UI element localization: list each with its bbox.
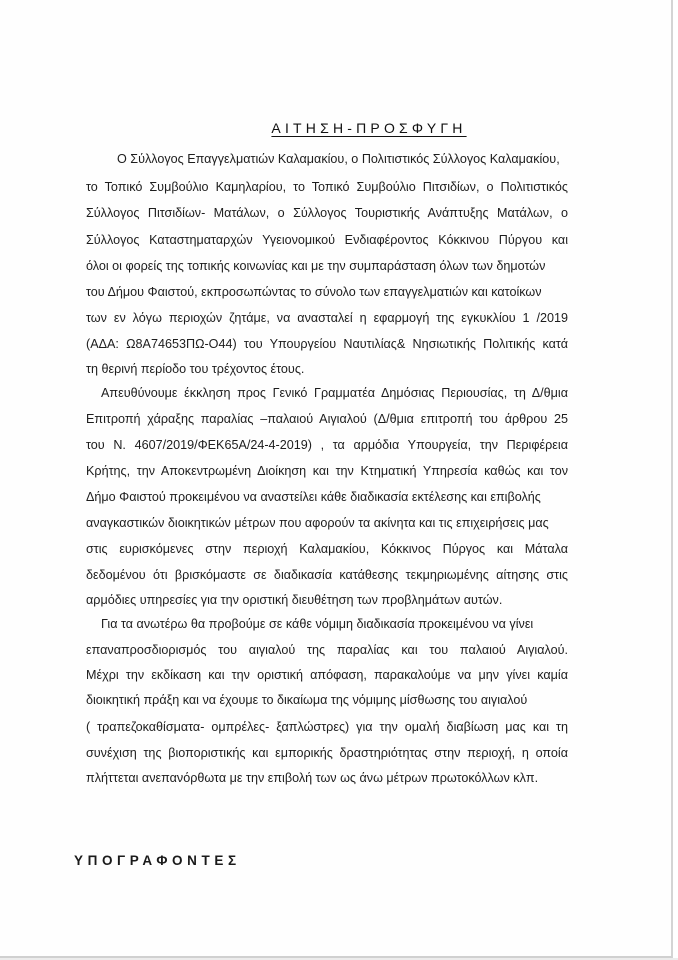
paragraph-1-line-9: τη θερινή περίοδο του τρέχοντος έτους. xyxy=(86,362,305,376)
paragraph-2-line-2: Επιτροπή χάραξης παραλίας –παλαιού Αιγιαλού (Δ/θμια επιτροπή του άρθρου 25 xyxy=(86,412,568,426)
paragraph-3-line-1: Για τα ανωτέρω θα προβούμε σε κάθε νόμιμη διαδικασία προκειμένου να γίνει xyxy=(101,617,534,631)
paragraph-1-line-1: Ο Σύλλογος Επαγγελματιών Καλαμακίου, ο Πολιτιστικός Σύλλογος Καλαμακίου, xyxy=(117,152,560,166)
paragraph-3-line-4: διοικητική πράξη και να έχουμε το δικαίωμα της νόμιμης μίσθωσης του αιγιαλού xyxy=(86,693,528,707)
paragraph-3-line-6: συνέχιση της βιοποριστικής και εμπορικής δραστηριότητας στην περιοχή, η οποία xyxy=(86,746,568,760)
paragraph-3-line-5: ( τραπεζοκαθίσματα- ομπρέλες- ξαπλώστρες) για την ομαλή διαβίωση μας και τη xyxy=(86,720,568,734)
paragraph-1-line-6: του Δήμου Φαιστού, εκπροσωπώντας το σύνολο των επαγγελματιών και κατοίκων xyxy=(86,285,542,299)
paragraph-2-line-9: αρμόδιες υπηρεσίες για την οριστική διευθέτηση των προβλημάτων αυτών. xyxy=(86,593,503,607)
paragraph-1-line-8: (ΑΔΑ: Ω8Α74653ΠΩ-Ο44) του Υπουργείου Ναυτιλίας& Νησιωτικής Πολιτικής κατά xyxy=(86,337,568,351)
paragraph-2-line-4: Κρήτης, την Αποκεντρωμένη Διοίκηση και την Κτηματική Υπηρεσία καθώς και τον xyxy=(86,464,568,478)
paragraph-3-line-7: πλήττεται ανεπανόρθωτα με την επιβολή των ως άνω μέτρων πρωτοκόλλων κλπ. xyxy=(86,771,539,785)
paragraph-3-line-3: Μέχρι την εκδίκαση και την οριστική απόφαση, παρακαλούμε να μην γίνει καμία xyxy=(86,668,568,682)
paragraph-2-line-7: στις ευρισκόμενες στην περιοχή Καλαμακίου, Κόκκινος Πύργος και Μάταλα xyxy=(86,542,568,556)
paragraph-2-line-3: του Ν. 4607/2019/ΦΕΚ65Α/24-4-2019) , τα αρμόδια Υπουργεία, την Περιφέρεια xyxy=(86,438,568,452)
paragraph-3-line-2: επαναπροσδιορισμός του αιγιαλού της παραλίας και του παλαιού Αιγιαλού. xyxy=(86,643,568,657)
signers-heading: ΥΠΟΓΡΑΦΟΝΤΕΣ xyxy=(74,853,241,868)
paragraph-1-line-7: των εν λόγω περιοχών ζητάμε, να ανασταλεί η εφαρμογή της εγκυκλίου 1 /2019 xyxy=(86,311,568,325)
paragraph-1-line-2: το Τοπικό Συμβούλιο Καμηλαρίου, το Τοπικό Συμβούλιο Πιτσιδίων, ο Πολιτιστικός xyxy=(86,180,568,194)
paragraph-1-line-4: Σύλλογος Καταστηματαρχών Υγειονομικού Ενδιαφέροντος Κόκκινου Πύργου και xyxy=(86,233,568,247)
paragraph-2-line-5: Δήμο Φαιστού προκειμένου να αναστείλει κάθε διαδικασία εκτέλεσης και επιβολής xyxy=(86,490,541,504)
paragraph-2-line-1: Απευθύνουμε έκκληση προς Γενικό Γραμματέα Δημόσιας Περιουσίας, τη Δ/θμια xyxy=(101,386,568,400)
paragraph-2-line-6: αναγκαστικών διοικητικών μέτρων που αφορούν τα ακίνητα και τις επιχειρήσεις μας xyxy=(86,516,549,530)
paragraph-1-line-3: Σύλλογος Πιτσιδίων- Ματάλων, ο Σύλλογος Τουριστικής Ανάπτυξης Ματάλων, ο xyxy=(86,206,568,220)
document-title xyxy=(0,120,678,136)
document-title-text: ΑΙΤΗΣΗ-ΠΡΟΣΦΥΓΗ xyxy=(271,120,467,136)
paragraph-1-line-5: όλοι οι φορείς της τοπικής κοινωνίας και με την συμπαράσταση όλων των δημοτών xyxy=(86,259,546,273)
paragraph-2-line-8: δεδομένου ότι βρισκόμαστε σε διαδικασία κατάθεσης τεκμηριωμένης αίτησης στις xyxy=(86,568,568,582)
